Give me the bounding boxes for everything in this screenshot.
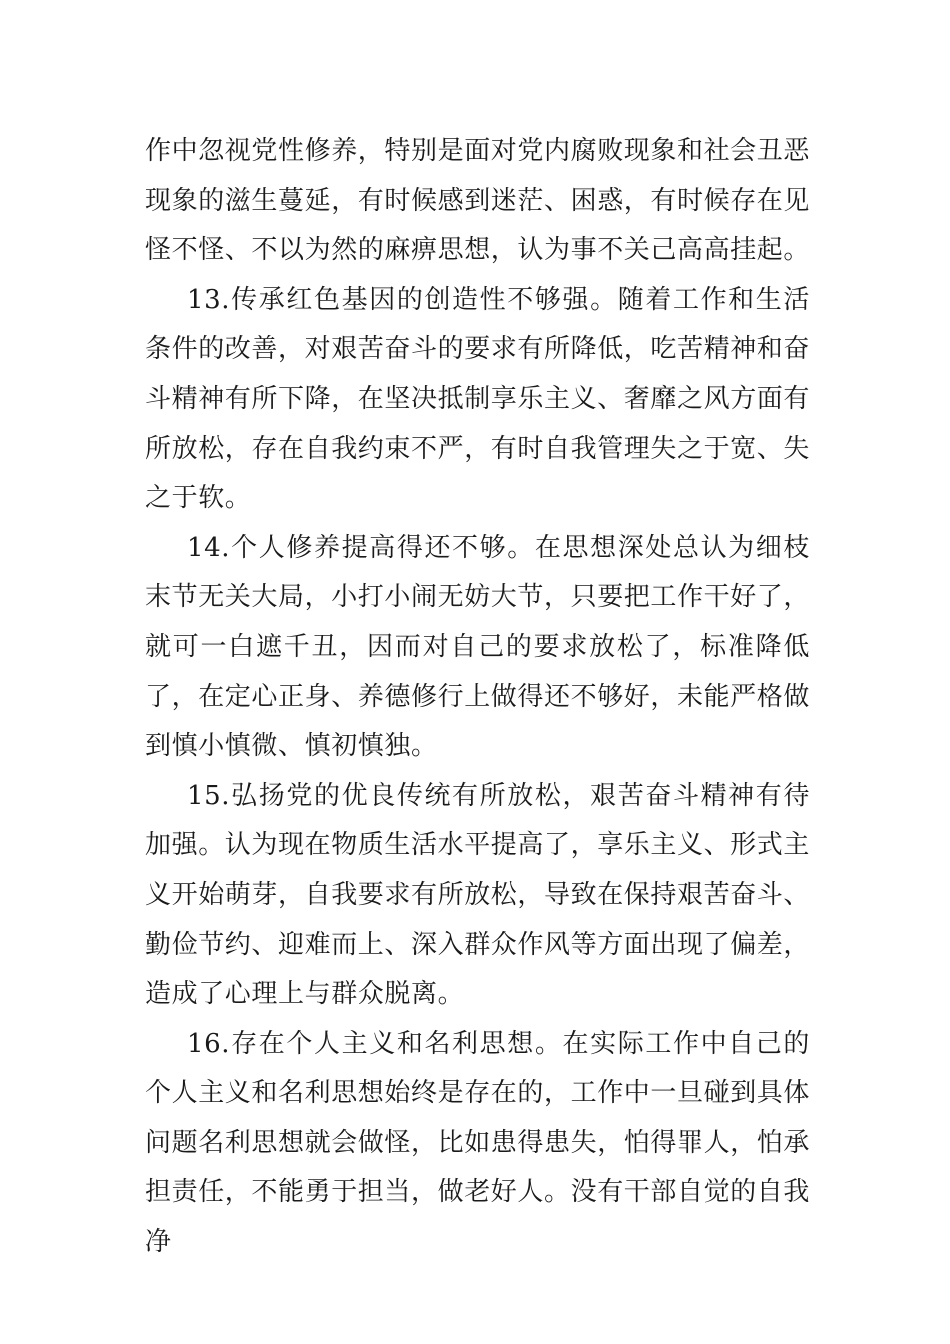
paragraph-item-14: 14.个人修养提高得还不够。在思想深处总认为细枝末节无关大局，小打小闹无妨大节，只要把工作干好了，就可一白遮千丑，因而对自己的要求放松了，标准降低了，在定心正身、养德修行上做得还不够好，未能严格做到慎小慎微、慎初慎独。	[145, 532, 811, 762]
document-body	[145, 127, 810, 1268]
paragraph-item-13: 13.传承红色基因的创造性不够强。随着工作和生活条件的改善，对艰苦奋斗的要求有所降低，吃苦精神和奋斗精神有所下降，在坚决抵制享乐主义、奢靡之风方面有所放松，存在自我约束不严，有时自我管理失之于宽、失之于软。	[145, 284, 811, 514]
paragraph-item-16: 16.存在个人主义和名利思想。在实际工作中自己的个人主义和名利思想始终是存在的，工作中一旦碰到具体问题名利思想就会做怪，比如患得患失，怕得罪人，怕承担责任，不能勇于担当，做老好人。没有干部自觉的自我净	[145, 1028, 811, 1258]
paragraph-item-15: 15.弘扬党的优良传统有所放松，艰苦奋斗精神有待加强。认为现在物质生活水平提高了，享乐主义、形式主义开始萌芽，自我要求有所放松，导致在保持艰苦奋斗、勤俭节约、迎难而上、深入群众作风等方面出现了偏差，造成了心理上与群众脱离。	[145, 780, 811, 1010]
paragraph-continuation: 作中忽视党性修养，特别是面对党内腐败现象和社会丑恶现象的滋生蔓延，有时候感到迷茫、困惑，有时候存在见怪不怪、不以为然的麻痹思想，认为事不关己高高挂起。	[145, 136, 811, 266]
